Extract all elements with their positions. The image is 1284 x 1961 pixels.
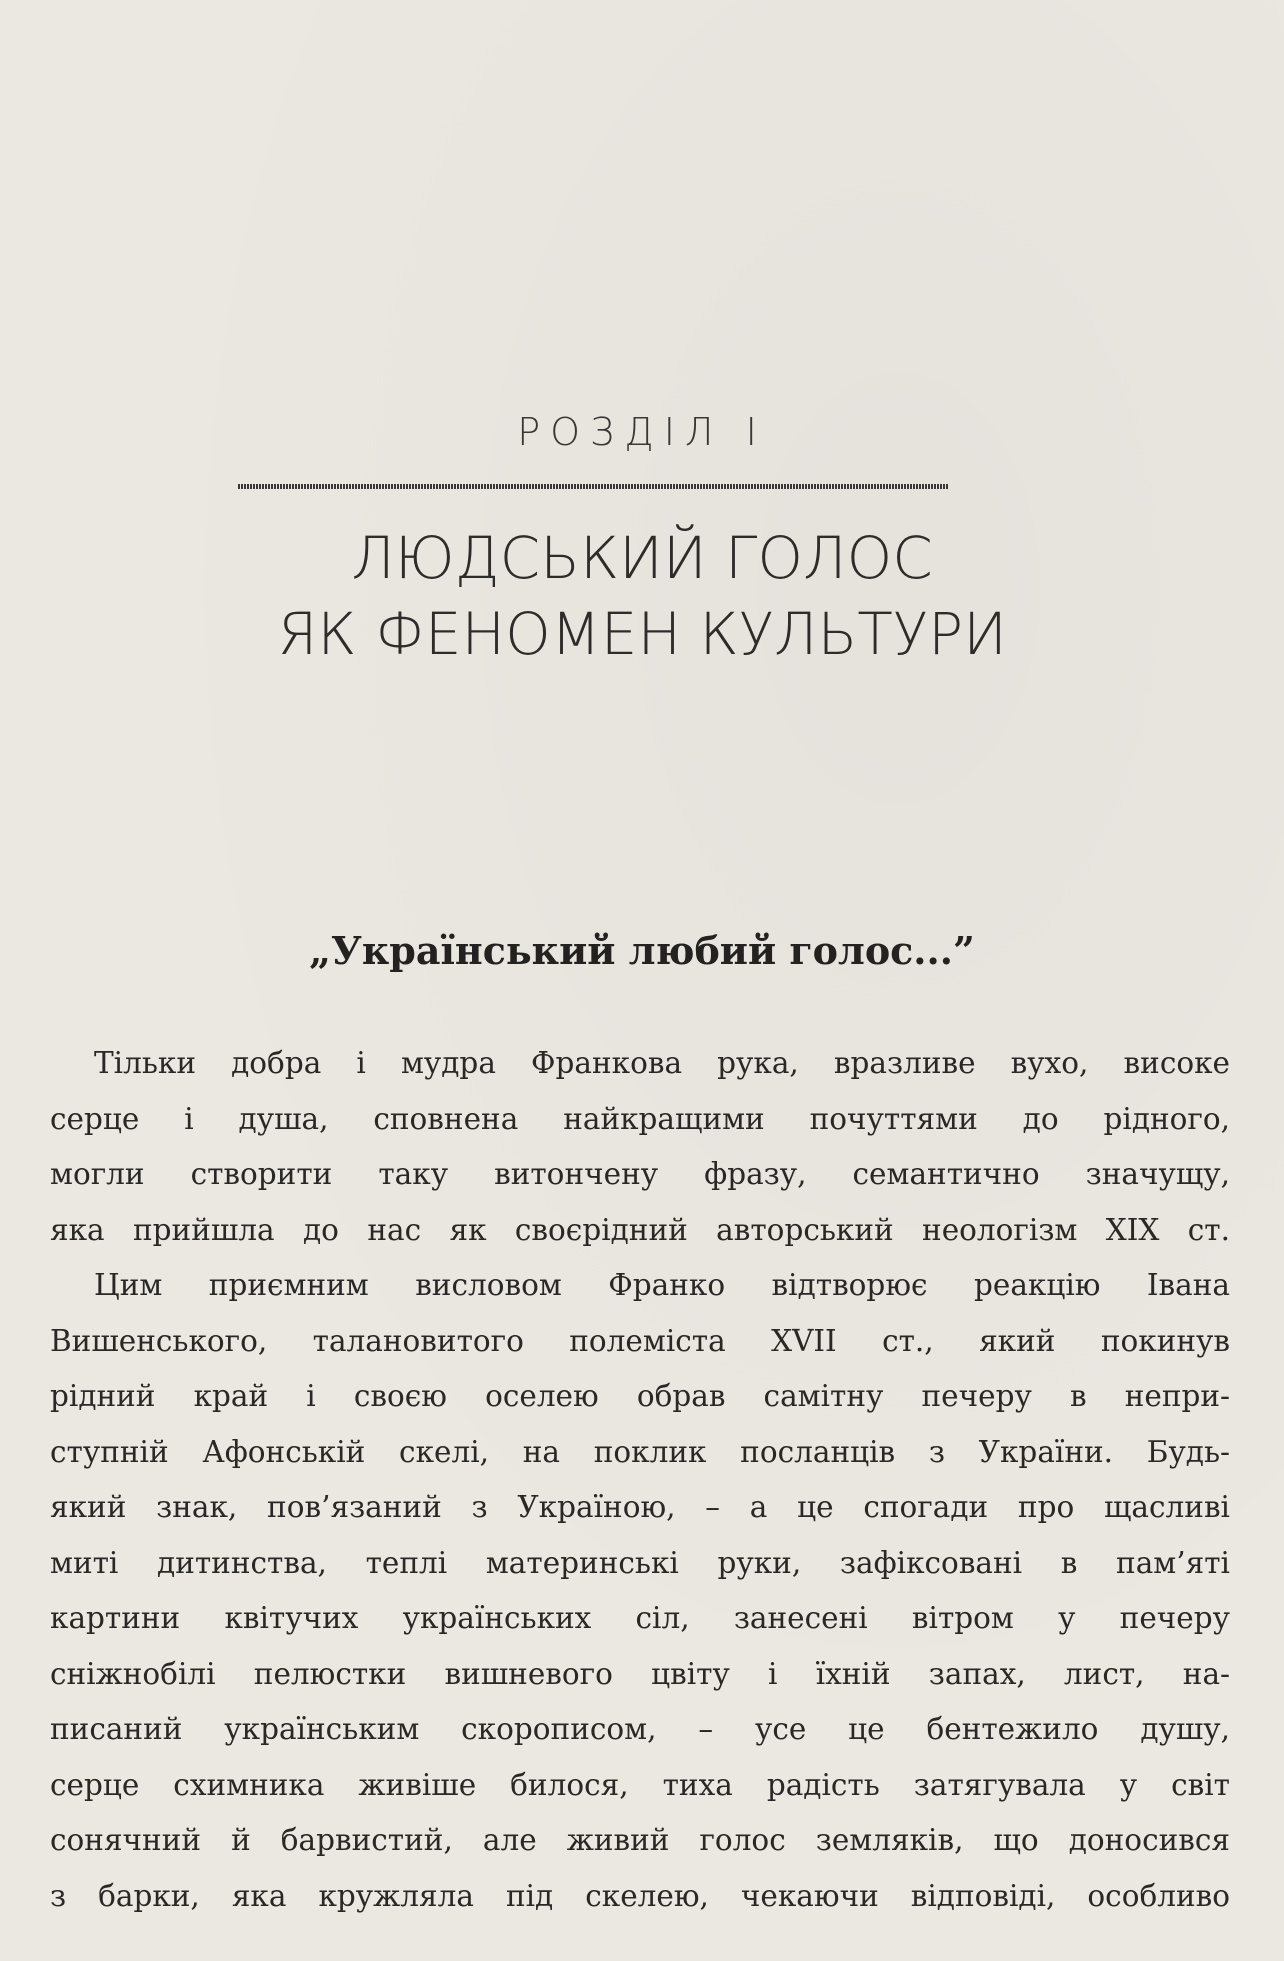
chapter-divider — [238, 484, 948, 489]
paragraph-line: миті дитинства, теплі материнські руки, зафіксовані в пам’яті — [50, 1545, 1230, 1580]
paragraph-line: з барки, яка кружляла під скелею, чекаючи відповіді, особливо — [50, 1878, 1230, 1913]
paragraph-line: сніжнобілі пелюстки вишневого цвіту і їхній запах, лист, на- — [50, 1656, 1230, 1691]
section-heading: „Український любий голос...” — [309, 928, 975, 973]
paragraph-line: писаний українським скорописом, – усе це бентежило душу, — [50, 1712, 1230, 1746]
paragraph-line: ступній Афонській скелі, на поклик посланців з України. Будь- — [50, 1434, 1230, 1469]
chapter-title-line: ЯК ФЕНОМЕН КУЛЬТУРИ — [277, 600, 1007, 668]
paragraph-line: серце схимника живіше билося, тиха радість затягувала у світ — [50, 1767, 1230, 1802]
paragraph-line: серце і душа, сповнена найкращими почуттями до рідного, — [50, 1101, 1230, 1136]
paragraph-line: який знак, пов’язаний з Україною, – а це спогади про щасливі — [50, 1490, 1230, 1524]
paragraph-line: сонячний й барвистий, але живий голос земляків, що доносився — [50, 1823, 1230, 1857]
paragraph-line: рідний край і своєю оселею обрав самітну печеру в непри- — [50, 1379, 1230, 1413]
paragraph-line: яка прийшла до нас як своєрідний авторський неологізм XIX ст. — [50, 1212, 1230, 1247]
chapter-title-line: ЛЮДСЬКИЙ ГОЛОС — [351, 524, 933, 592]
paragraph-line: Вишенського, талановитого полеміста XVII ст., який покинув — [50, 1323, 1230, 1358]
paragraph-line: картини квітучих українських сіл, занесені вітром у печеру — [50, 1601, 1230, 1635]
paragraph-line: Тільки добра і мудра Франкова рука, вразливе вухо, високе — [94, 1046, 1230, 1080]
chapter-title — [0, 520, 1284, 672]
paragraph-line: Цим приємним висловом Франко відтворює реакцію Івана — [94, 1268, 1230, 1302]
body-text — [50, 1036, 1230, 1924]
paragraph-line: могли створити таку витончену фразу, семантично значущу, — [50, 1157, 1230, 1191]
chapter-label: РОЗДІЛ І — [517, 410, 767, 454]
